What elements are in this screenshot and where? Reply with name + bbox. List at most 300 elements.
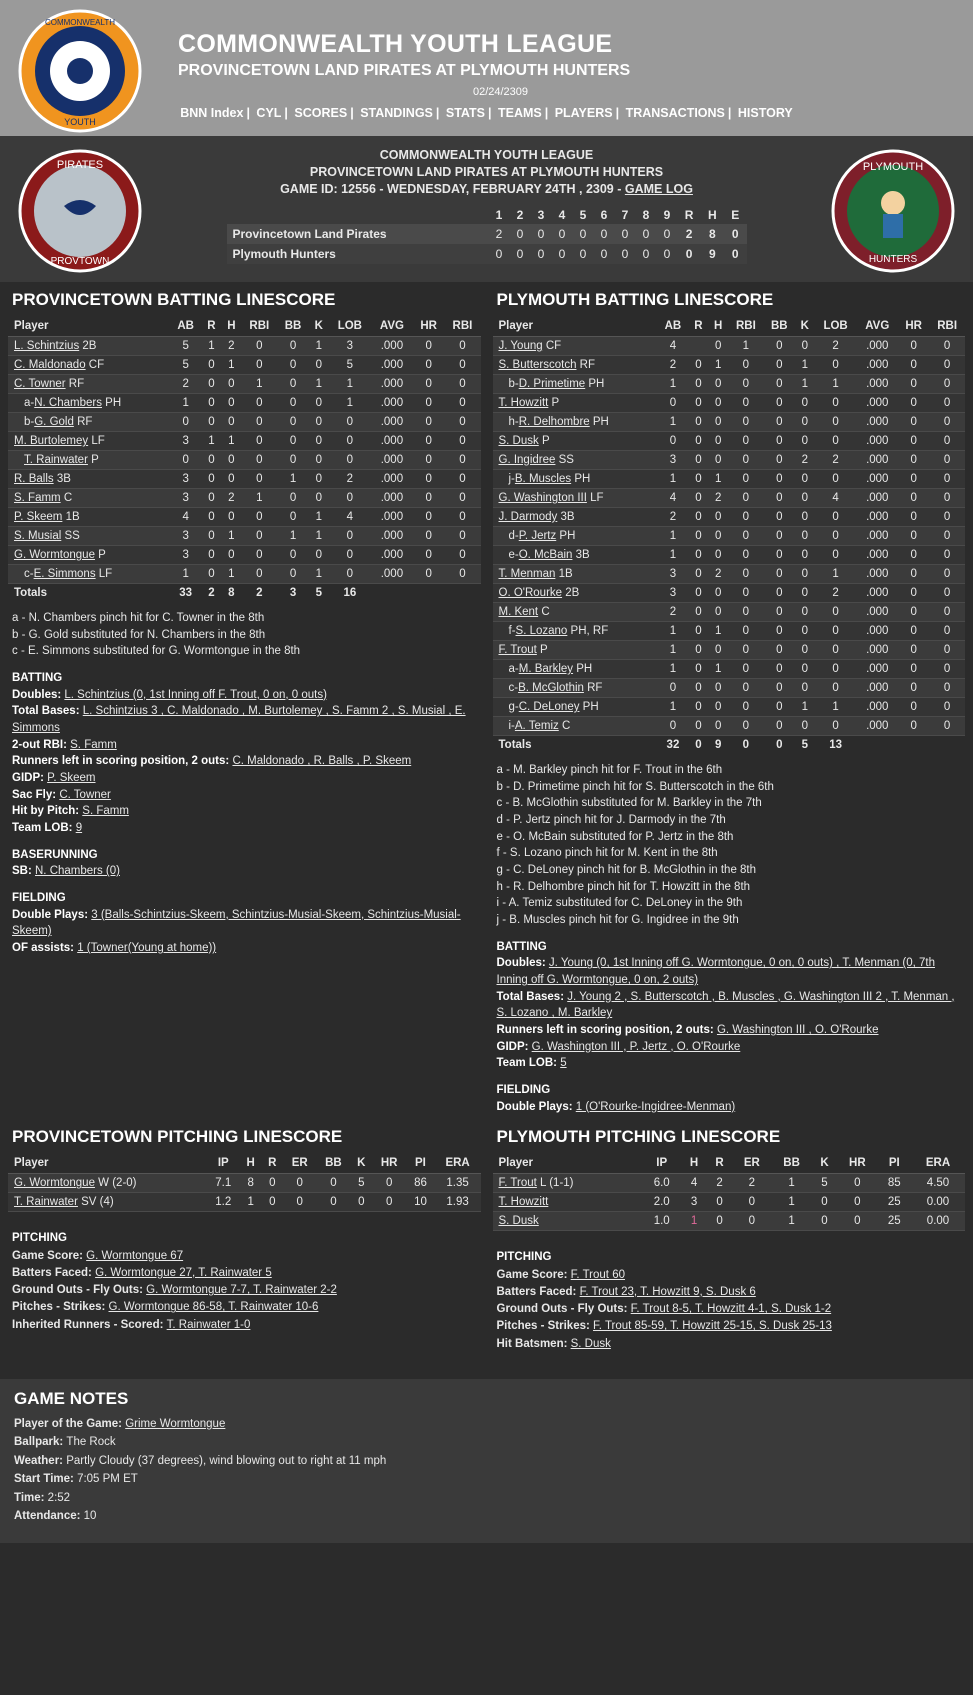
batter-cell (8, 413, 170, 432)
nav-players[interactable]: PLAYERS (554, 106, 613, 120)
substitution-note: c - B. McGlothin substituted for M. Barkley in the 7th (496, 797, 762, 810)
stat-cell: 0 (689, 546, 709, 565)
game-note-label: Player of the Game: (14, 1417, 126, 1430)
player-link[interactable]: S. Lozano (515, 625, 568, 637)
player-link[interactable]: A. Temiz (514, 720, 559, 732)
league-title: COMMONWEALTH YOUTH LEAGUE (178, 30, 613, 58)
home-inn-5: 0 (579, 247, 587, 261)
note-value[interactable]: G. Washington III , P. Jertz , O. O'Rourke (531, 1040, 741, 1053)
stat-cell: 0 (898, 394, 929, 413)
svg-text:PROVTOWN: PROVTOWN (50, 256, 110, 267)
player-link[interactable]: G. Wormtongue (14, 549, 95, 561)
stat-cell: .000 (857, 584, 899, 603)
stat-cell: 0 (201, 546, 221, 565)
table-row (493, 394, 966, 413)
stat-cell: 0 (689, 565, 709, 584)
inning-header-8: 8 (642, 208, 650, 222)
stat-cell: .000 (371, 413, 413, 432)
note-value[interactable]: T. Rainwater 1-0 (166, 1318, 251, 1331)
player-link[interactable]: C. Towner (14, 378, 66, 390)
nav-bnn-index[interactable]: BNN Index (180, 106, 244, 120)
note-label: Doubles: (12, 688, 65, 701)
note-value[interactable]: S. Famm (70, 738, 117, 751)
totals-cell: 9 (708, 736, 728, 755)
player-link[interactable]: G. Gold (34, 416, 74, 428)
substitution-note: j - B. Muscles pinch hit for G. Ingidree in the 9th (496, 914, 739, 927)
sub-marker: j- (508, 473, 515, 485)
table-row (8, 375, 481, 394)
totals-cell (898, 736, 929, 755)
game-notes-section (0, 1379, 973, 1543)
note-label: OF assists: (12, 942, 78, 955)
player-position: P (538, 435, 550, 447)
stat-cell: 0 (689, 527, 709, 546)
stat-cell: .000 (857, 375, 899, 394)
note-label: Pitches - Strikes: (496, 1320, 594, 1333)
stat-cell: 1 (771, 1174, 811, 1193)
batter-cell (493, 679, 658, 698)
player-link[interactable]: O. O'Rourke (498, 587, 563, 599)
game-note-item (14, 1415, 959, 1433)
player-position: C (538, 606, 550, 618)
player-position: P (94, 549, 106, 561)
player-position: P (548, 397, 560, 409)
nav-history[interactable]: HISTORY (737, 106, 793, 120)
note-value[interactable]: G. Washington III , O. O'Rourke (716, 1024, 879, 1037)
player-position: PH (573, 663, 593, 675)
totals-cell: 2 (201, 584, 221, 603)
batter-cell (493, 470, 658, 489)
table-row (493, 603, 966, 622)
stat-cell: 25 (878, 1212, 911, 1231)
totals-cell: 33 (170, 584, 202, 603)
sub-marker: h- (508, 416, 519, 428)
away-inn-5: 0 (579, 227, 587, 241)
stat-cell: 0 (929, 717, 965, 736)
note-value[interactable]: F. Trout 85-59, T. Howzitt 25-15, S. Dusk 25-13 (593, 1320, 832, 1333)
game-note-label: Time: (14, 1491, 48, 1504)
batter-cell (493, 717, 658, 736)
stat-cell: 2 (170, 375, 202, 394)
stat-cell: 0 (309, 451, 329, 470)
stat-cell: 0 (728, 432, 764, 451)
player-link[interactable]: T. Howzitt (498, 1196, 549, 1209)
note-value[interactable]: C. Maldonado , R. Balls , P. Skeem (232, 755, 412, 768)
stat-cell: 0 (241, 508, 277, 527)
player-link[interactable]: D. Primetime (518, 378, 586, 390)
stat-cell: 1 (657, 546, 688, 565)
stat-cell: 0 (201, 508, 221, 527)
table-row (493, 527, 966, 546)
nav-stats[interactable]: STATS (445, 106, 485, 120)
stat-cell: 0 (764, 451, 795, 470)
stat-cell: 0 (929, 337, 965, 356)
stat-cell: 0 (732, 1193, 771, 1212)
substitution-note: d - P. Jertz pinch hit for J. Darmody in the 7th (496, 814, 726, 827)
note-value[interactable]: L. Schintzius 3 , C. Maldonado , M. Burtolemey , S. Famm 2 , S. Musial , E. Simmons (12, 705, 466, 735)
player-link[interactable]: T. Menman (498, 568, 556, 580)
stat-cell: 0 (764, 679, 795, 698)
stat-cell: 0 (728, 470, 764, 489)
stat-cell: 0 (689, 413, 709, 432)
stat-cell: 0 (764, 470, 795, 489)
stat-cell: 0 (444, 413, 480, 432)
table-row (493, 1212, 966, 1231)
batter-cell (8, 508, 170, 527)
stat-cell: 1 (657, 527, 688, 546)
sub-marker: d- (508, 530, 519, 542)
stat-cell: .000 (857, 717, 899, 736)
note-value[interactable]: 1 (Towner(Young at home)) (77, 942, 217, 955)
col-header-lob: LOB (815, 316, 857, 337)
player-link[interactable]: S. Musial (14, 530, 62, 542)
player-position: PH (585, 378, 605, 390)
away-pitching-title: PROVINCETOWN PITCHING LINESCORE (12, 1127, 343, 1147)
player-link[interactable]: M. Barkley (518, 663, 574, 675)
stat-cell: 0 (329, 546, 371, 565)
game-note-value[interactable]: Grime Wormtongue (125, 1417, 226, 1430)
stat-cell: 2 (708, 489, 728, 508)
sub-marker: a- (508, 663, 519, 675)
note-value[interactable]: F. Trout 8-5, T. Howzitt 4-1, S. Dusk 1-2 (630, 1303, 832, 1316)
col-header-ab: AB (170, 316, 202, 337)
note-value[interactable]: J. Young 2 , S. Butterscotch , B. Muscles , G. Washington III 2 , T. Menman , S. Lozano , M. Barkley (496, 990, 955, 1020)
away-hits: 8 (708, 227, 716, 241)
player-position: PH (571, 473, 591, 485)
stat-cell: 4.50 (911, 1174, 965, 1193)
stat-cell: 0 (708, 451, 728, 470)
away-inn-1: 2 (495, 227, 503, 241)
stat-cell: 4 (329, 508, 371, 527)
stat-cell: 1 (170, 565, 202, 584)
note-value[interactable]: S. Famm (82, 805, 129, 818)
player-position: RF (65, 378, 85, 390)
player-link[interactable]: C. Maldonado (14, 359, 86, 371)
pitching-note (12, 1317, 477, 1334)
batting-note (12, 737, 477, 754)
note-value[interactable]: G. Wormtongue 7-7, T. Rainwater 2-2 (146, 1284, 337, 1297)
note-label: 2-out RBI: (12, 738, 71, 751)
table-row (8, 394, 481, 413)
stat-cell: 5 (329, 356, 371, 375)
batting-note (12, 703, 477, 736)
col-header-hr: HR (413, 316, 445, 337)
stat-cell: 0 (444, 527, 480, 546)
note-value[interactable]: S. Dusk (570, 1337, 611, 1350)
stat-cell: 0 (929, 660, 965, 679)
home-batting-header-row (493, 316, 966, 337)
player-link[interactable]: B. Muscles (514, 473, 572, 485)
stat-cell: 0 (707, 1212, 732, 1231)
batter-cell (8, 394, 170, 413)
stat-cell: 0 (221, 508, 241, 527)
stat-cell: 0 (277, 356, 309, 375)
stat-cell: 5 (170, 356, 202, 375)
stat-cell: 0 (764, 356, 795, 375)
home-pitching-column (487, 1119, 966, 1365)
note-label: Total Bases: (496, 990, 568, 1003)
batter-cell (493, 546, 658, 565)
note-value[interactable]: C. Towner (59, 788, 111, 801)
stat-cell: 0 (728, 622, 764, 641)
player-link[interactable]: S. Dusk (498, 1215, 539, 1228)
player-link[interactable]: P. Skeem (14, 511, 63, 523)
game-log-link[interactable]: GAME LOG (624, 182, 693, 196)
stat-cell: 0 (795, 508, 815, 527)
stat-cell: .000 (857, 546, 899, 565)
stat-cell: 4 (170, 508, 202, 527)
stat-cell: 1 (795, 356, 815, 375)
nav-cyl[interactable]: CYL (256, 106, 282, 120)
note-label: Batters Faced: (496, 1285, 580, 1298)
table-row (493, 1174, 966, 1193)
player-position: P (87, 454, 99, 466)
inning-header-2: 2 (516, 208, 524, 222)
stat-cell: 1 (657, 698, 688, 717)
player-link[interactable]: O. McBain (518, 549, 573, 561)
stat-cell: 0 (372, 1174, 406, 1193)
player-link[interactable]: S. Famm (14, 492, 61, 504)
stat-cell: .000 (857, 413, 899, 432)
batter-cell (493, 508, 658, 527)
pitching-note (497, 1301, 962, 1318)
pitcher-decision: SV (4) (77, 1196, 114, 1209)
stat-cell: 0 (689, 717, 709, 736)
svg-text:PLYMOUTH: PLYMOUTH (862, 161, 924, 173)
stat-cell: .000 (371, 527, 413, 546)
stat-cell: .000 (857, 622, 899, 641)
stat-cell: 0 (277, 413, 309, 432)
stat-cell: 3 (170, 489, 202, 508)
table-row (493, 489, 966, 508)
note-label: Double Plays: (12, 908, 92, 921)
batter-cell (8, 489, 170, 508)
note-value[interactable]: 9 (75, 822, 83, 835)
col-header-avg: AVG (371, 316, 413, 337)
player-link[interactable]: T. Rainwater (24, 454, 88, 466)
stat-cell: 0 (309, 356, 329, 375)
pitcher-cell (8, 1174, 207, 1193)
player-link[interactable]: F. Trout (498, 644, 537, 656)
player-link[interactable]: M. Kent (498, 606, 539, 618)
note-value[interactable]: N. Chambers (0) (35, 865, 120, 878)
player-link[interactable]: J. Darmody (498, 511, 558, 523)
note-label: Hit Batsmen: (496, 1337, 571, 1350)
stat-cell: 2 (221, 489, 241, 508)
note-value[interactable]: P. Skeem (47, 772, 96, 785)
table-row (8, 527, 481, 546)
stat-cell: 3 (170, 470, 202, 489)
note-value[interactable]: F. Trout 23, T. Howzitt 9, S. Dusk 6 (579, 1285, 756, 1298)
stat-cell: 0 (728, 603, 764, 622)
stat-cell: 5 (350, 1174, 372, 1193)
stat-cell: 1 (708, 622, 728, 641)
stat-cell: 1 (795, 375, 815, 394)
player-link[interactable]: R. Delhombre (518, 416, 590, 428)
note-value[interactable]: J. Young (0, 1st Inning off G. Wormtongue, 0 on, 0 outs) , T. Menman (0, 7th Inning off G. Wormtongue, 0 on, 2 outs) (496, 957, 936, 987)
stat-cell: 0 (413, 508, 445, 527)
note-value[interactable]: 1 (O'Rourke-Ingidree-Menman) (575, 1100, 736, 1113)
note-value[interactable]: G. Wormtongue 27, T. Rainwater 5 (95, 1266, 272, 1279)
stat-cell: 0 (689, 394, 709, 413)
stat-cell: 0 (732, 1212, 771, 1231)
nav-transactions[interactable]: TRANSACTIONS (625, 106, 725, 120)
stat-cell: 0 (764, 489, 795, 508)
stat-cell: 0 (413, 470, 445, 489)
note-value[interactable]: G. Wormtongue 86-58, T. Rainwater 10-6 (108, 1301, 319, 1314)
note-value[interactable]: 3 (Balls-Schintzius-Skeem, Schintzius-Musial-Skeem, Schintzius-Musial-Skeem) (12, 908, 461, 938)
totals-row (493, 736, 966, 755)
home-fielding-header: FIELDING (496, 1084, 551, 1097)
player-link[interactable]: S. Dusk (498, 435, 539, 447)
main-nav[interactable]: BNN Index | CYL | SCORES | STANDINGS | STATS | TEAMS | PLAYERS | TRANSACTIONS | HISTORY (180, 106, 793, 120)
svg-text:YOUTH: YOUTH (64, 117, 96, 127)
stat-cell: 0 (764, 622, 795, 641)
note-value[interactable]: G. Wormtongue 67 (86, 1249, 184, 1262)
stat-cell: 0 (728, 489, 764, 508)
player-link[interactable]: G. Ingidree (498, 454, 556, 466)
batter-cell (8, 337, 170, 356)
table-row (8, 432, 481, 451)
stat-cell: 0 (689, 584, 709, 603)
stat-cell: 3 (681, 1193, 706, 1212)
totals-cell: 8 (221, 584, 241, 603)
player-link[interactable]: L. Schintzius (14, 340, 80, 352)
pitching-note (497, 1284, 962, 1301)
table-row (8, 546, 481, 565)
table-row (493, 432, 966, 451)
nav-standings[interactable]: STANDINGS (360, 106, 433, 120)
stat-cell: 1.35 (435, 1174, 481, 1193)
stat-cell: 0 (689, 641, 709, 660)
stat-cell: 1 (241, 375, 277, 394)
linescore-row-away (227, 224, 747, 244)
stat-cell: 1 (309, 527, 329, 546)
col-header-rbi: RBI (728, 316, 764, 337)
stat-cell: 0 (795, 641, 815, 660)
player-link[interactable]: C. DeLoney (518, 701, 580, 713)
stat-cell: 0 (815, 413, 857, 432)
fielding-note (12, 907, 477, 940)
stat-cell: 0 (795, 337, 815, 356)
stat-cell: .000 (371, 394, 413, 413)
home-batting-header: BATTING (496, 940, 547, 953)
player-link[interactable]: P. Jertz (518, 530, 557, 542)
note-value[interactable]: 5 (560, 1057, 567, 1070)
batter-cell (8, 375, 170, 394)
stat-cell: 1 (309, 565, 329, 584)
stat-cell: 0 (221, 413, 241, 432)
stat-cell: 1 (221, 432, 241, 451)
stat-cell: 0 (815, 508, 857, 527)
stat-cell: .000 (857, 356, 899, 375)
stat-cell: 0 (795, 584, 815, 603)
batter-cell (8, 451, 170, 470)
sub-marker: b- (24, 416, 35, 428)
stat-cell: 0 (413, 375, 445, 394)
player-link[interactable]: G. Washington III (498, 492, 587, 504)
substitution-note: c - E. Simmons substituted for G. Wormtongue in the 8th (12, 645, 301, 658)
stat-cell: 0 (898, 356, 929, 375)
pitcher-decision: L (1-1) (536, 1177, 574, 1190)
player-link[interactable]: R. Balls (14, 473, 54, 485)
substitution-note: a - M. Barkley pinch hit for F. Trout in the 6th (496, 764, 723, 776)
stat-cell: 0 (309, 489, 329, 508)
stat-cell: 0 (795, 394, 815, 413)
player-link[interactable]: F. Trout (498, 1177, 537, 1190)
sub-marker: c- (508, 682, 519, 694)
note-value[interactable]: L. Schintzius (0, 1st Inning off F. Trout, 0 on, 0 outs) (64, 688, 327, 701)
player-position: 3B (572, 549, 590, 561)
player-position: 2B (79, 340, 97, 352)
stat-cell: 4 (815, 489, 857, 508)
home-team-logo (827, 148, 959, 274)
pitching-note (12, 1248, 477, 1265)
home-inn-1: 0 (495, 247, 503, 261)
batting-note (12, 687, 477, 704)
home-pitching-notes-header: PITCHING (496, 1251, 552, 1264)
table-row (8, 508, 481, 527)
note-value[interactable]: F. Trout 60 (570, 1268, 625, 1281)
nav-teams[interactable]: TEAMS (497, 106, 542, 120)
player-link[interactable]: G. Wormtongue (14, 1177, 95, 1190)
substitution-note: i - A. Temiz substituted for C. DeLoney in the 9th (496, 897, 743, 910)
stat-cell: 0 (283, 1174, 316, 1193)
stat-cell: 3 (329, 337, 371, 356)
stat-cell: 2 (815, 337, 857, 356)
stat-cell: .000 (857, 337, 899, 356)
stat-cell: 0 (707, 1193, 732, 1212)
col-header-k: K (812, 1153, 837, 1174)
hits-header: H (707, 208, 717, 222)
home-inn-7: 0 (621, 247, 629, 261)
player-link[interactable]: M. Burtolemey (14, 435, 89, 447)
player-link[interactable]: B. McGlothin (518, 682, 584, 694)
stat-cell: 0 (929, 584, 965, 603)
stat-cell: 0 (444, 508, 480, 527)
stat-cell: 3 (657, 565, 688, 584)
stat-cell: 0 (708, 413, 728, 432)
stat-cell: 0 (929, 698, 965, 717)
nav-scores[interactable]: SCORES (294, 106, 348, 120)
player-link[interactable]: N. Chambers (34, 397, 102, 409)
substitution-note: h - R. Delhombre pinch hit for T. Howzitt in the 8th (496, 880, 751, 893)
stat-cell: 85 (878, 1174, 911, 1193)
player-link[interactable]: E. Simmons (33, 568, 96, 580)
game-note-item (14, 1433, 959, 1451)
totals-cell (371, 584, 413, 603)
home-hits: 9 (708, 247, 716, 261)
stat-cell: 0 (898, 546, 929, 565)
player-link[interactable]: T. Howzitt (498, 397, 549, 409)
table-row (493, 508, 966, 527)
scorebar-league: COMMONWEALTH YOUTH LEAGUE (379, 148, 594, 162)
player-position: RF (73, 416, 93, 428)
player-position: LF (586, 492, 604, 504)
stat-cell: 1 (815, 375, 857, 394)
stat-cell: 1 (657, 622, 688, 641)
stat-cell: 0 (929, 375, 965, 394)
pitching-note (12, 1299, 477, 1316)
player-link[interactable]: S. Butterscotch (498, 359, 577, 371)
player-link[interactable]: J. Young (498, 340, 543, 352)
col-header-rbi: RBI (444, 316, 480, 337)
player-link[interactable]: T. Rainwater (14, 1196, 78, 1209)
batter-cell (493, 641, 658, 660)
game-note-label: Start Time: (14, 1473, 78, 1486)
stat-cell: 0 (898, 489, 929, 508)
stat-cell: 0 (708, 337, 728, 356)
